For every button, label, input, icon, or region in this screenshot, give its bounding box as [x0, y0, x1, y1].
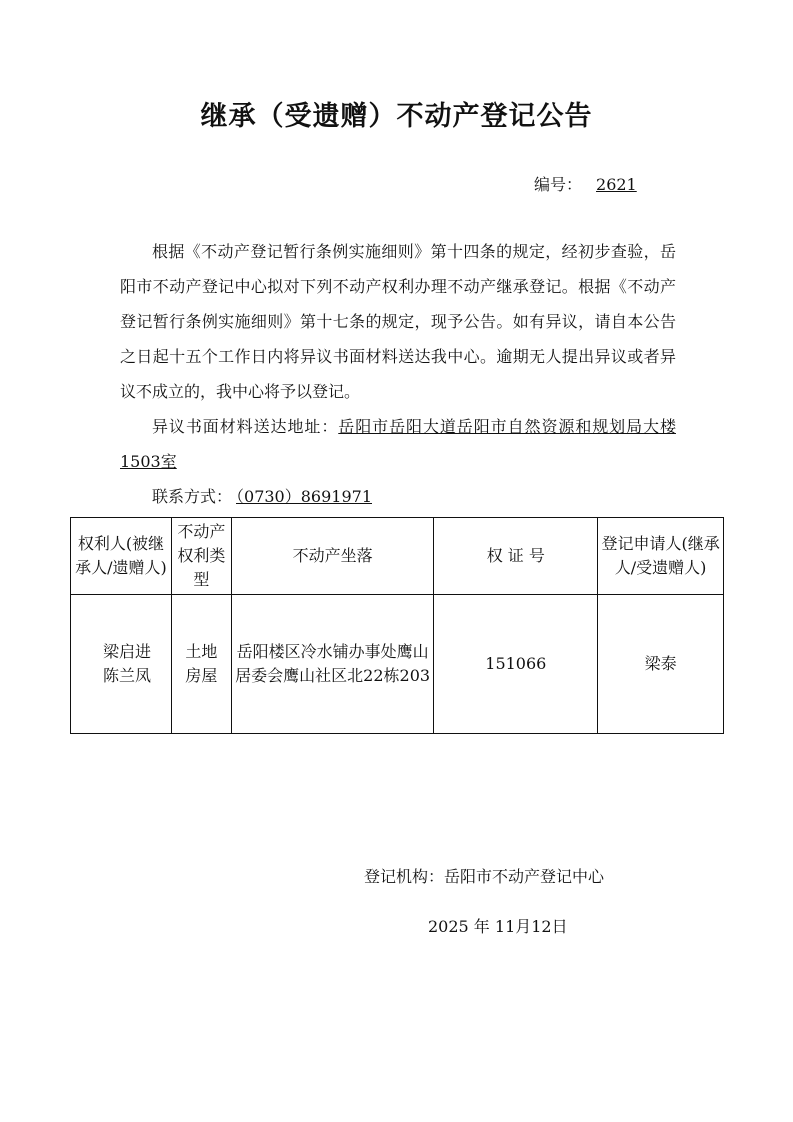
- header-right-holder: 权利人(被继承人/遗赠人): [71, 518, 172, 595]
- cell-right-holder: 梁启进陈兰凤: [71, 595, 172, 734]
- header-location: 不动产坐落: [231, 518, 434, 595]
- objection-address-value: 岳阳市岳阳大道岳阳市自然资源和规划局大楼1503室: [120, 417, 676, 471]
- contact-label: 联系方式：: [152, 487, 233, 506]
- objection-address-label: 异议书面材料送达地址：: [152, 417, 339, 436]
- contact-info: [120, 479, 676, 514]
- issuer-value: 岳阳市不动产登记中心: [444, 867, 605, 886]
- header-right-type: 不动产权利类型: [171, 518, 231, 595]
- document-number-label: 编号：: [534, 175, 583, 194]
- cell-certificate-no: 151066: [434, 595, 598, 734]
- page-title: 继承（受遗赠）不动产登记公告: [200, 101, 593, 132]
- property-table: [70, 517, 724, 734]
- document-number: [534, 172, 637, 195]
- cell-applicant: 梁泰: [598, 595, 724, 734]
- header-applicant: 登记申请人(继承人/受遗赠人): [598, 518, 724, 595]
- table-header-row: [71, 518, 724, 595]
- cell-right-type: 土地房屋: [171, 595, 231, 734]
- notice-paragraph: 根据《不动产登记暂行条例实施细则》第十四条的规定，经初步查验，岳阳市不动产登记中心拟对下列不动产权利办理不动产继承登记。根据《不动产登记暂行条例实施细则》第十七条的规定，现予公告。如有异议，请自本公告之日起十五个工作日内将异议书面材料送达我中心。逾期无人提出异议或者异议不成立的，我中心将予以登记。: [120, 242, 676, 401]
- issuer-label: 登记机构：: [364, 867, 445, 886]
- issue-date: 2025 年 11月12日: [428, 917, 568, 936]
- registration-authority: [364, 864, 604, 887]
- header-certificate-no: 权 证 号: [434, 518, 598, 595]
- document-number-value: 2621: [596, 175, 637, 194]
- contact-phone: （0730）8691971: [236, 487, 372, 506]
- objection-address: [120, 409, 676, 479]
- cell-location: 岳阳楼区冷水铺办事处鹰山居委会鹰山社区北22栋203: [231, 595, 434, 734]
- notice-body: [120, 234, 676, 514]
- table-row: [71, 595, 724, 734]
